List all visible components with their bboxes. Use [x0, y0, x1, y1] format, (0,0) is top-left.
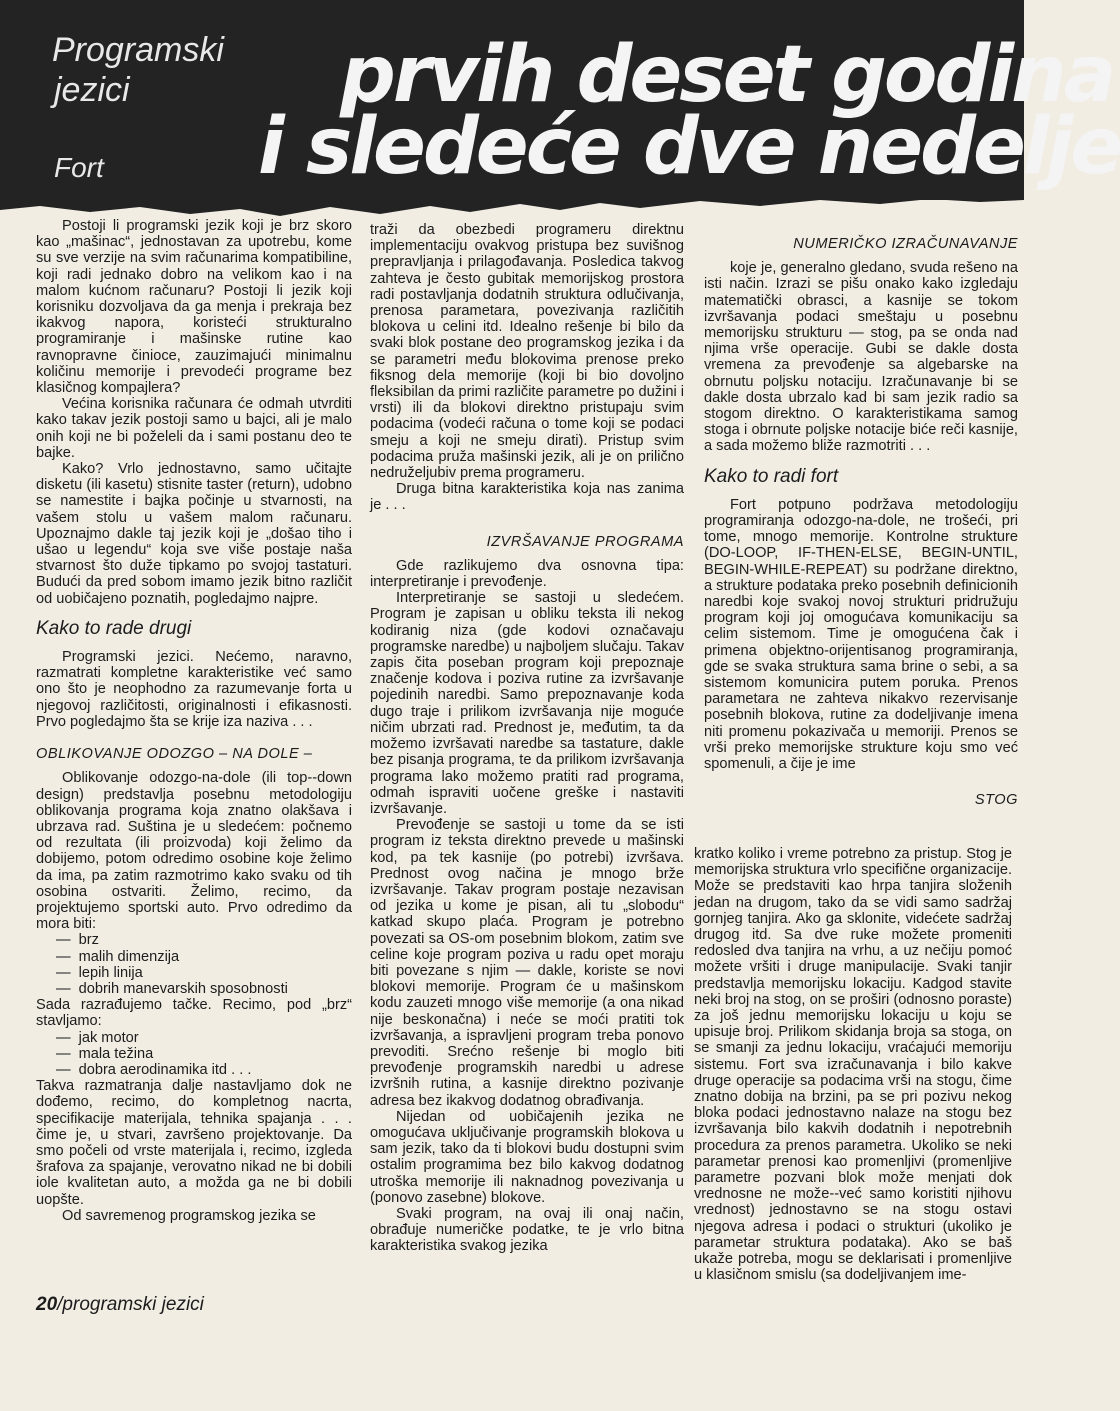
section-label — [52, 30, 292, 183]
list-item: — brz — [56, 932, 99, 949]
paragraph: Fort potpuno podržava metodologiju programiranja odozgo-na-dole, ne trošeći, pri tome, mnogo memorije. Kontrolne strukture (DO-LOOP, IF-THEN-ELSE, BEGIN-UNTIL, BEGIN-WHILE-REPEAT) su podržane direktno, a strukture podataka preko posebnih definicionih naredbi koje svakoj novoj strukturi pridružuju program koji joj omogućava komunikaciju sa celim sistemom. Time je omogućena čak i primena objektno-orijentisanog programiranja, gde se svaka struktura sama brine o sebi, a sa sistemom komunicira putem poruka. Prenos parametara ne zahteva nikakvo rezervisanje posebnih blokova, rutine za dodeljivanje imena niti promenu pokazivača u memoriji. Prenos se vrši preko memorijske strukture koju smo već spomenuli, a čije je ime — [704, 496, 1018, 773]
paragraph: koje je, generalno gledano, svuda rešeno na isti način. Izrazi se pišu onako kako izgledaju matematički obrasci, a kasnije se tokom izvršavanja podaci smeštaju u posebnu memorijsku strukturu — stog, pa se onda nad njima vrše operacije. Gubi se dakle dosta vremena za prevođenje sa algebarske na obrnutu poljsku notaciju. Izračunavanje bi se dakle dosta ubrzalo kad bi sam jezik radio sa stogom direktno. O karakteristikama samog stoga i obrnute poljske notacije biće reči kasnije, a sada možemo bliže razmotriti . . . — [704, 260, 1018, 455]
series-name-line1: Programski — [52, 31, 224, 69]
list-item: — malih dimenzija — [56, 948, 180, 965]
subheading: Kako to rade drugi — [36, 617, 192, 639]
list-item: — dobrih manevarskih sposobnosti — [56, 980, 288, 997]
column-2 — [370, 222, 684, 1255]
paragraph: Kako? Vrlo jednostavno, samo učitajte disketu (ili kasetu) stisnite taster (return), udobno se namestite i bajka počinje u stvarnosti, na vašem stolu u vašem malom računaru. Upoznajmo dakle taj jezik koji je „došao tiho i ušao u legendu“ koja sve više postaje naša stvarnost što duže tipkamo po svojoj tastaturi. Budući da pred sobom imamo jezik bitno različit od uobičajeno poznatih, pogledajmo najpre. — [36, 461, 352, 607]
paragraph: Većina korisnika računara će odmah utvrditi kako takav jezik postoji samo u bajci, ali je malo onih koji ne bi poželeli da i sami postanu deo te bajke. — [36, 396, 352, 461]
footer-label: /programski jezici — [57, 1294, 204, 1315]
paragraph: traži da obezbedi programeru direktnu implementaciju ovakvog pristupa bez suvišnog prepravljanja i prilagođavanja. Posledica takvog zahteva je često gubitak memorijskog prostora radi postavljanja dodatnih struktura odlučivanja, prenosa parametara, povezivanja različitih blokova u celini itd. Idealno rešenje bi bilo da svaki blok postane deo programskog jezika i da se parametri među blokovima prenose preko fiksnog dela memorije (koji bi bio dovoljno fleksibilan da primi različite parametre po dužini i vrsti) ili da blokovi direktno pristupaju svim podacima (vodeći računa o tome koji se podaci smeju a koji ne smeju dirati). Pristup svim podacima pruža mašinski jezik, ali je on prilično nedruželjubiv prema programeru. — [370, 222, 684, 482]
section-heading: OBLIKOVANJE ODOZGO – NA DOLE – — [36, 746, 313, 763]
paragraph: Nijedan od uobičajenih jezika ne omogućava uključivanje programskih blokova u sam jezik, tako da ti blokovi budu dostupni svim ostalim programima bez bilo kakvog dodatnog utroška memorije ili naknadnog povezivanja u (ponovo zasebne) blokove. — [370, 1108, 684, 1206]
paragraph: Sada razrađujemo tačke. Recimo, pod „brz“ stavljamo: — [36, 997, 352, 1030]
article-title-line2: i sledeće dve nedelje — [258, 102, 1120, 192]
paragraph: Postoji li programski jezik koji je brz skoro kao „mašinac“, jednostavan za upotrebu, kome su sve verzije na svim računarima kompatibiline, koji radi jednako dobro na velikom kao i na malom kućnom računaru? Postoji li jezik koji korisniku dozvoljava da ga menja i prekraja bez ikakvog napora, koristeći strukturalno programiranje i mašinske rutine kao ravnopravne činioce, zauzimajući minimalnu količinu memorije i prevodeći programe bez klasičnog kompajlera? — [36, 218, 352, 397]
paragraph: Programski jezici. Nećemo, naravno, razmatrati kompletne karakteristike već samo ono što je neophodno za razumevanje forta u njegovoj različitosti, originalnosti i efikasnosti. Prvo pogledajmo šta se krije iza naziva . . . — [36, 649, 352, 730]
feature-list — [36, 932, 352, 997]
topic-label: Fort — [54, 152, 104, 183]
column-1 — [36, 218, 352, 1224]
paragraph: Oblikovanje odozgo-na-dole (ili top--down design) predstavlja posebnu metodologiju oblikovanja programa koja znatno olakšava i ubrzava rad. Suština je u sledećem: počnemo od rezultata (ili proizvoda) koji želimo da dobijemo, potom odredimo osobine koje želimo da ima, pa zatim razmotrimo kako svaku od tih osobina ostvariti. Želimo, recimo, da projektujemo sportski auto. Prvo odredimo da mora biti: — [36, 770, 352, 933]
paragraph: Interpretiranje se sastoji u sledećem. Program je zapisan u obliku teksta ili nekog kodiranig niza (gde kodovi označavaju programske naredbe) u najboljem slučaju. Takav zapis čita poseban program koji prepoznaje značenje kodova i poziva rutine za izvršavanje pojedinih naredbi. Samo prepoznavanje koda dugo traje i prilikom izvršavanja nije moguće ničim ubrzati rad. Prednost je, međutim, ta da možemo izvršavati naredbe sa tastature, dakle bez pisanja programa, te da prilikom izvršavanja programa lako možemo pratiti rad programa, odmah ispraviti uočene greške i nastaviti izvršavanje. — [370, 590, 684, 817]
list-item: — mala težina — [56, 1045, 154, 1062]
paragraph: kratko koliko i vreme potrebno za pristup. Stog je memorijska struktura vrlo specifične organizacije. Može se predstaviti kao hrpa tanjira složenih jedan na drugom, tako da se vidi samo sadržaj gornjeg tanjira. Ako ga sklonite, videćete sadržaj drugog itd. Sa dve ruke možete promeniti redosled dva tanjira na vrhu, a uz nečiju pomoć možete vršiti i druge manipulacije. Svaki tanjir predstavlja memorijsku lokaciju. Kadgod stavite neki broj na stog, on se proširi (odnosno poraste) za još jednu memorijsku lokaciju u koju se upisuje broj. Prilikom skidanja broja sa stoga, on se smanji za jednu lokaciju, vraćajući memoriju sistemu. Fort sva izračunavanja i bilo kakve druge operacije sa podacima vrši na stogu, čime znatno dobija na brzini, pa se pri pozivu nekog bloka podaci jednostavno nalaze na stogu bez izvršavanja bilo kakvih dodatnih i nepotrebnih procedura za prenos parametra. Ukoliko se neki parametar prenosi kao promenljivi (promenljive parametre pozvani blok može menjati dok vrednosne ne može--već samo koristiti njihovu vrednost) jednostavno se na stogu ostavi njegova adresa i podaci o strukturi (ukoliko je parametar struktura podataka). Ako se baš ukaže potreba, mogu se deklarisati i promenljive u klasičnom smislu (sa dodeljivanjem ime- — [694, 846, 1012, 1284]
list-item: — lepih linija — [56, 964, 143, 981]
feature-list — [36, 1030, 352, 1079]
torn-edge — [0, 192, 1024, 218]
paragraph: Takva razmatranja dalje nastavljamo dok ne dođemo, recimo, do kompletnog nacrta, specifikacije materijala, tehnika spajanja . . . čime je, u stvari, završeno projektovanje. Da smo počeli od vrste materijala i, recimo, izgleda šrafova za spajanje, verovatno nikad ne bi dobili iole kvalitetan auto, a možda ga ne bi dobili uopšte. — [36, 1078, 352, 1208]
column-3-top — [704, 236, 1018, 817]
series-name-line2: jezici — [54, 71, 130, 109]
page-footer — [36, 1294, 204, 1316]
paragraph: Od savremenog programskog jezika se — [62, 1207, 316, 1224]
page-number: 20 — [36, 1294, 58, 1315]
paragraph: Druga bitna karakteristika koja nas zanima je . . . — [370, 481, 684, 514]
list-item: — jak motor — [56, 1029, 139, 1046]
list-item: — dobra aerodinamika itd . . . — [56, 1061, 252, 1078]
paragraph: Prevođenje se sastoji u tome da se isti program iz teksta direktno prevede u mašinski kod, pa tek kasnije (po potrebi) izvršava. Prednost ovog načina je mnogo brže izvršavanje. Takav program postaje nezavisan od jezika u kome je pisan, ali tu „slobodu“ katkad skupo plaća. Program je potrebno povezati sa OS-om posebnim blokom, zatim sve celine koje program poziva u radu opet moraju biti povezane s njim — dakle, koriste se novi blokovi memorije. Program će u mašinskom kodu zauzeti mnogo više memorije (a ona nikad nije beskonačna) i neće se moći pratiti tok izvršavanja, a ispravljeni program treba ponovo prevoditi. Srećno rešenje bi moglo biti prevođenje programskih naredbi u adrese izvršnih rutina, a kasnije direktno pozivanje adresa bez ikakvog dodatnog obrađivanja. — [370, 817, 684, 1109]
header-banner — [0, 0, 1120, 200]
paragraph: Gde razlikujemo dva osnovna tipa: interpretiranje i prevođenje. — [370, 557, 684, 591]
section-heading: IZVRŠAVANJE PROGRAMA — [486, 533, 684, 550]
section-heading: NUMERIČKO IZRAČUNAVANJE — [793, 236, 1018, 252]
article-title-line1: prvih deset godina — [340, 30, 1114, 120]
column-3-bottom — [694, 846, 1012, 1283]
paragraph: Svaki program, na ovaj ili onaj način, obrađuje numeričke podatke, te je vrlo bitna karakteristika svakog jezika — [370, 1205, 684, 1255]
subheading: Kako to radi fort — [704, 465, 839, 487]
section-heading: STOG — [974, 792, 1018, 809]
